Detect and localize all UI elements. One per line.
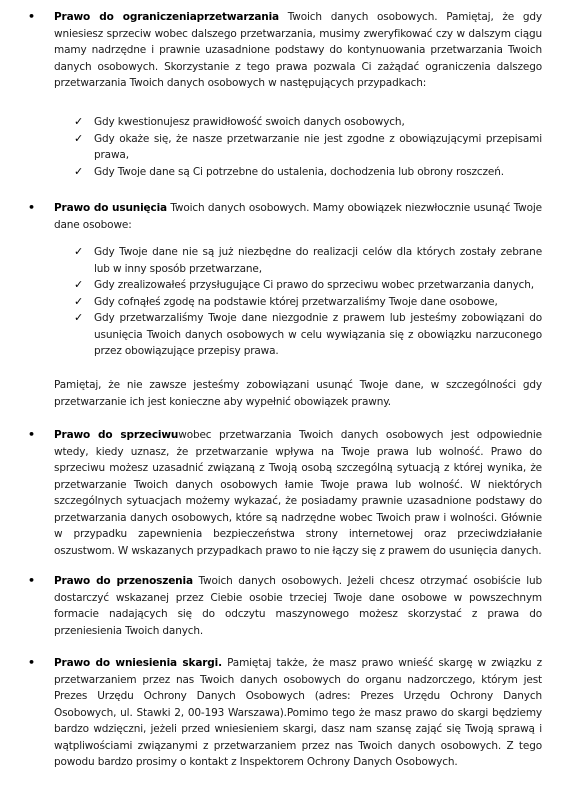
list-item: ✓ Gdy cofnąłeś zgodę na podstawie której przetwarzaliśmy Twoje dane osobowe, xyxy=(94,294,542,311)
section-title: Prawo do przenoszenia xyxy=(54,575,193,587)
bullet-icon: • xyxy=(28,428,35,441)
checkmark-icon: ✓ xyxy=(74,131,84,145)
bullet-icon: • xyxy=(28,656,35,669)
section-complaint xyxy=(28,655,542,771)
section-title: Prawo do sprzeciwu xyxy=(54,429,179,441)
note-paragraph: Pamiętaj, że nie zawsze jesteśmy zobowiązani usunąć Twoje dane, w szczególności gdy przetwarzanie ich jest konieczne aby wypełnić obowiązek prawny. xyxy=(54,379,542,408)
list-item: ✓ Gdy okaże się, że nasze przetwarzanie nie jest zgodne z obowiązującymi przepisami prawa, xyxy=(74,131,542,161)
list-item: ✓ Gdy przetwarzaliśmy Twoje dane niezgodnie z prawem lub jesteśmy zobowiązani do usunięcia Twoich danych osobowych w celu wywiązania się z obowiązku narzuconego przez obowiązujące przepisy prawa. xyxy=(74,311,542,357)
section-paragraph xyxy=(54,9,542,92)
list-item: ✓ Gdy zrealizowałeś przysługujące Ci prawo do sprzeciwu wobec przetwarzania danych, xyxy=(94,277,542,294)
section-paragraph xyxy=(54,655,542,771)
section-paragraph xyxy=(54,427,542,559)
bullet-icon: • xyxy=(28,201,35,214)
section-paragraph xyxy=(54,200,542,233)
section-restriction xyxy=(28,9,542,92)
checkmark-icon: ✓ xyxy=(74,245,84,258)
section-portability xyxy=(28,573,542,639)
section-text: wobec przetwarzania Twoich danych osobowych jest odpowiednie wtedy, kiedy uznasz, że przetwarzanie wpływa na Twoje prawa lub wolność. Prawo do sprzeciwu możesz uzasadnić związaną z Twoją osobą szczególną sytuacją z której wynika, że przetwarzanie Twoich danych osobowych łamie Twoje prawa lub wolność. W niektórych szczególnych sytuacjach możemy wykazać, że posiadamy prawnie uzasadnione podstawy do przetwarzania danych osobowych, które są nadrzędne wobec Twoich praw i wolności. Głównie w przypadku zapewnienia bezpieczeństwa strony internetowej oraz przeciwdziałanie oszustwom. W wskazanych przypadkach prawo to nie łączy się z prawem do usunięcia danych. xyxy=(54,429,542,557)
checkmark-icon: ✓ xyxy=(74,311,84,324)
list-item: ✓ Gdy Twoje dane nie są już niezbędne do realizacji celów dla których zostały zebrane lub w inny sposób przetwarzane, xyxy=(74,245,542,275)
list-item: ✓ Gdy kwestionujesz prawidłowość swoich danych osobowych, xyxy=(94,114,542,131)
bullet-icon: • xyxy=(28,574,35,587)
checkmark-icon: ✓ xyxy=(74,115,84,128)
bullet-icon: • xyxy=(28,10,35,23)
section-title: Prawo do usunięcia xyxy=(54,202,167,214)
section-paragraph xyxy=(54,573,542,639)
section-text: Twoich danych osobowych. Pamiętaj, że gdy wniesiesz sprzeciw wobec dalszego przetwarzania, musimy zweryfikować czy w dalszym ciągu mamy nadrzędne i prawnie uzasadnione podstawy do kontynuowania przetwarzania Twoich danych osobowych. Skorzystanie z tego prawa pozwala Ci zażądać ograniczenia dalszego przetwarzania Twoich danych osobowych w następujących przypadkach: xyxy=(54,11,542,89)
checkmark-icon: ✓ xyxy=(74,278,84,291)
section-objection xyxy=(28,427,542,559)
section-title: Prawo do ograniczeniaprzetwarzania xyxy=(54,11,279,23)
section-title: Prawo do wniesienia skargi. xyxy=(54,657,222,669)
restriction-cases-list xyxy=(74,114,542,180)
section-text: Twoich danych osobowych. Jeżeli chcesz otrzymać osobiście lub dostarczyć wskazanej przez Ciebie osobie trzeciej Twoje dane osobowe w powszechnym formacie nadających się do odczytu maszynowego możesz skorzystać z prawa do przeniesienia Twoich danych. xyxy=(54,575,542,637)
list-item: ✓ Gdy Twoje dane są Ci potrzebne do ustalenia, dochodzenia lub obrony roszczeń. xyxy=(94,164,542,181)
section-text: Twoich danych osobowych. Mamy obowiązek niezwłocznie usunąć Twoje dane osobowe: xyxy=(54,202,542,231)
erasure-note xyxy=(54,377,542,410)
erasure-cases-list xyxy=(74,244,542,360)
section-text: Pamiętaj także, że masz prawo wnieść skargę w związku z przetwarzaniem przez nas Twoich danych osobowych do organu nadzorczego, którym jest Prezes Urzędu Ochrony Danych Osobowych (adres: Prezes Urzędu Ochrony Danych Osobowych, ul. Stawki 2, 00-193 Warszawa).Pomimo tego że masz prawo do skargi będziemy bardzo wdzięczni, jeżeli przed wniesieniem skargi, dasz nam szansę zająć się Twoją sprawą i wątpliwościami związanymi z przetwarzaniem przez nas Twoich danych osobowych. Z tego powodu bardzo prosimy o kontakt z Inspektorem Ochrony Danych Osobowych. xyxy=(54,657,542,768)
checkmark-icon: ✓ xyxy=(74,164,84,178)
checkmark-icon: ✓ xyxy=(74,294,84,308)
section-erasure xyxy=(28,200,542,233)
